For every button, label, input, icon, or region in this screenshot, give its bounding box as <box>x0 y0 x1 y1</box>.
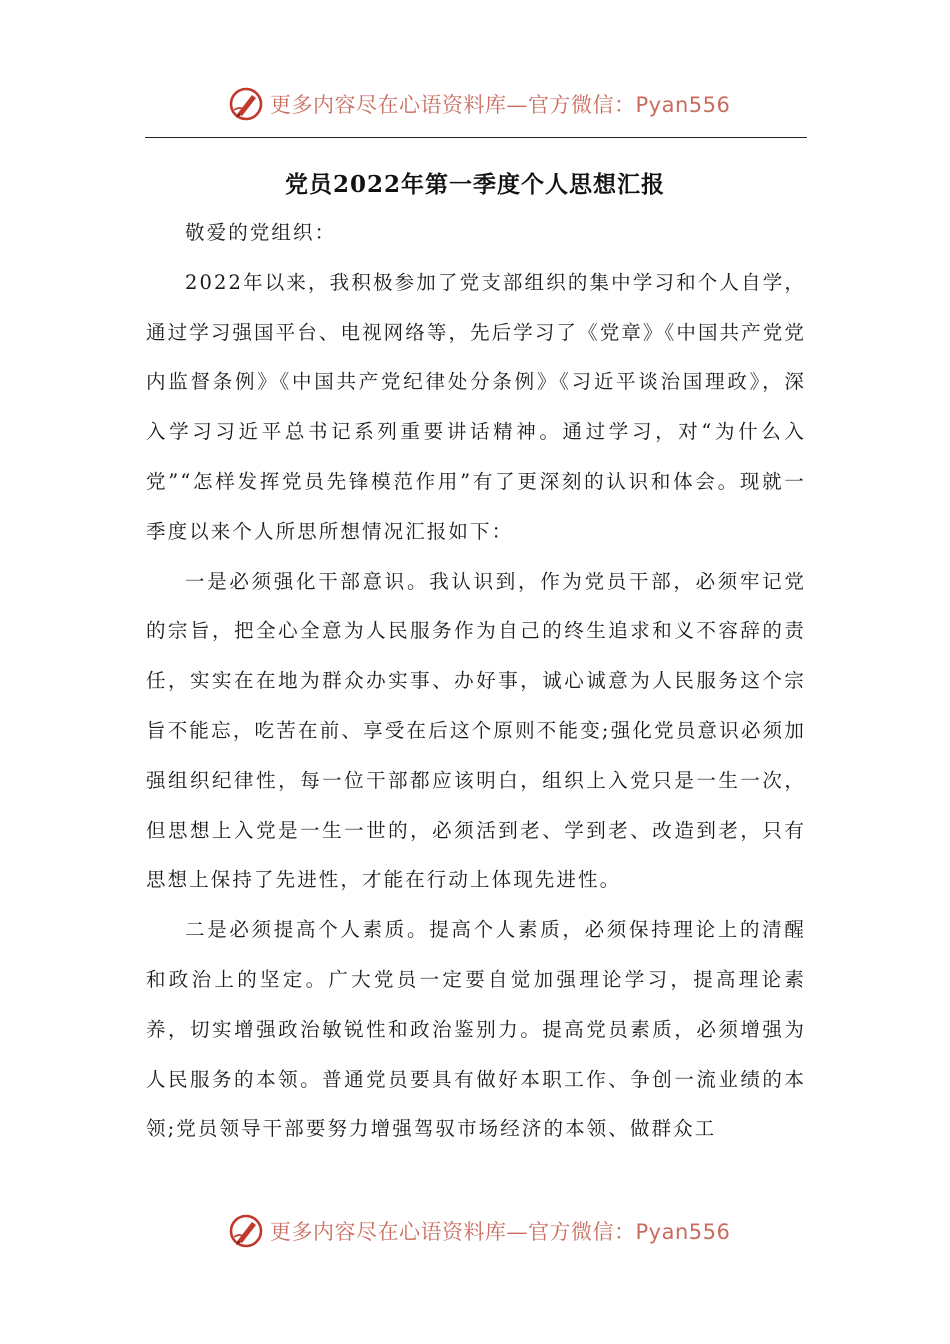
header-banner-text: 更多内容尽在心语资料库—官方微信：Pyan556 <box>270 93 731 117</box>
pen-logo-icon <box>228 86 264 122</box>
footer-banner-text: 更多内容尽在心语资料库—官方微信：Pyan556 <box>270 1220 731 1244</box>
footer-banner <box>0 1206 950 1256</box>
salutation: 敬爱的党组织： <box>185 221 337 244</box>
paragraph-3: 二是必须提高个人素质。提高个人素质，必须保持理论上的清醒和政治上的坚定。广大党员一定要自觉加强理论学习，提高理论素养，切实增强政治敏锐性和政治鉴别力。提高党员素质，必须增强为人民服务的本领。普通党员要具有做好本职工作、争创一流业绩的本领;党员领导干部要努力增强驾驭市场经济的本领、做群众工 <box>146 918 806 1141</box>
pen-logo-icon <box>228 1213 264 1249</box>
paragraph-1: 2022年以来，我积极参加了党支部组织的集中学习和个人自学，通过学习强国平台、电视网络等，先后学习了《党章》《中国共产党党内监督条例》《中国共产党纪律处分条例》《习近平谈治国理政》，深入学习习近平总书记系列重要讲话精神。通过学习，对“为什么入党”“怎样发挥党员先锋模范作用”有了更深刻的认识和体会。现就一季度以来个人所思所想情况汇报如下： <box>146 270 806 543</box>
header-banner <box>0 79 950 129</box>
footer-wechat-id: Pyan556 <box>635 1220 731 1244</box>
paragraph-2: 一是必须强化干部意识。我认识到，作为党员干部，必须牢记党的宗旨，把全心全意为人民服务作为自己的终生追求和义不容辞的责任，实实在在地为群众办实事、办好事，诚心诚意为人民服务这个宗旨不能忘，吃苦在前、享受在后这个原则不能变;强化党员意识必须加强组织纪律性，每一位干部都应该明白，组织上入党只是一生一次，但思想上入党是一生一世的，必须活到老、学到老、改造到老，只有思想上保持了先进性，才能在行动上体现先进性。 <box>146 569 806 892</box>
header-wechat-id: Pyan556 <box>635 93 731 117</box>
header-divider <box>145 137 807 138</box>
document-title: 党员2022年第一季度个人思想汇报 <box>284 171 665 198</box>
document-body <box>146 208 806 1154</box>
